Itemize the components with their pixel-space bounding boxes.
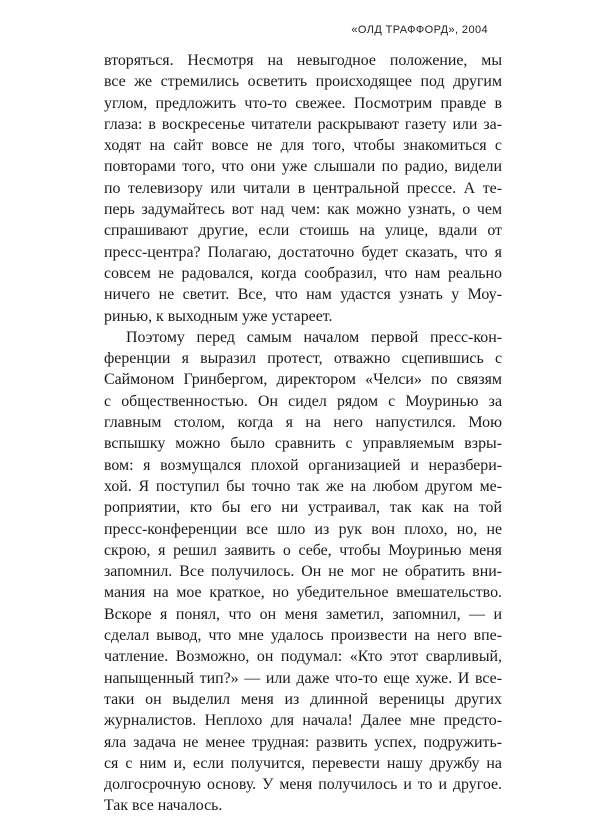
text-line: пресс-центра? Полагаю, достаточно будет сказать, что я [104,243,502,261]
text-line: совсем не радовался, когда сообразил, что нам реально [104,264,502,282]
text-line: ринью, к выходным уже устареет. [104,307,333,325]
text-line: спрашивают другие, если стоишь на улице, вдали от [104,222,502,240]
text-line: главным столом, когда я на него напустился. Мою [104,414,502,432]
text-line: роприятии, кто бы его ни устраивал, так как на той [104,499,502,517]
text-line: углом, предложить что-то свежее. Посмотрим правде в [104,94,502,112]
text-line: мания на мое краткое, но убедительное вмешательство. [104,584,502,602]
text-line: чатление. Возможно, он подумал: «Кто этот сварливый, [104,648,502,666]
text-line: Вскоре я понял, что он меня заметил, запомнил, — и [104,605,502,623]
text-line: ничего не светит. Все, что нам удастся узнать у Моу- [104,286,502,304]
text-line: вом: я возмущался плохой организацией и неразбери- [104,456,502,474]
text-line: Так все началось. [104,797,223,815]
text-line: долгосрочную основу. У меня получилось и то и другое. [104,776,502,794]
text-line: Саймоном Гринбергом, директором «Челси» по связям [104,371,502,389]
text-line: ходят на сайт вовсе не для того, чтобы знакомиться с [104,137,502,155]
text-line: с общественностью. Он сидел рядом с Моуринью за [104,392,502,410]
text-line: скрою, я решил заявить о себе, чтобы Моуринью меня [104,541,502,559]
paragraph-1 [104,50,502,327]
text-line: напыщенный тип?» — или даже что-то еще хуже. И все- [104,669,502,687]
text-line: запомнил. Все получилось. Он не мог не обратить вни- [104,563,502,581]
text-line: все же стремились осветить происходящее под другим [104,73,502,91]
text-line: таки он выделил меня из длинной вереницы других [104,690,502,708]
text-line: по телевизору или читали в центральной прессе. А те- [104,179,502,197]
text-line: ференции я выразил протест, отважно сцепившись с [104,350,502,368]
text-line: пресс-конференции все шло из рук вон плохо, но, не [104,520,502,538]
text-line: яла задача не менее трудная: развить успех, подружить- [104,733,502,751]
text-line: сделал вывод, что мне удалось произвести на него впе- [104,627,502,645]
paragraph-2 [104,327,502,817]
text-line: перь задумайтесь вот над чем: как можно узнать, о чем [104,201,502,219]
text-line: Поэтому перед самым началом первой пресс-кон- [126,328,502,346]
text-line: ся с ним и, если получится, перевести нашу дружбу на [104,754,502,772]
text-line: хой. Я поступил бы точно так же на любом другом ме- [104,477,502,495]
book-page-text [104,50,502,817]
text-line: вспышку можно было сравнить с управляемым взры- [104,435,502,453]
text-line: журналистов. Неплохо для начала! Далее мне предсто- [104,712,502,730]
text-line: повторами того, что они уже слышали по радио, видели [104,158,502,176]
running-header: «ОЛД ТРАФФОРД», 2004 [351,24,488,36]
text-line: глаза: в воскресенье читатели раскрывают газету или за- [104,115,502,133]
text-line: вторяться. Несмотря на невыгодное положение, мы [104,52,502,69]
